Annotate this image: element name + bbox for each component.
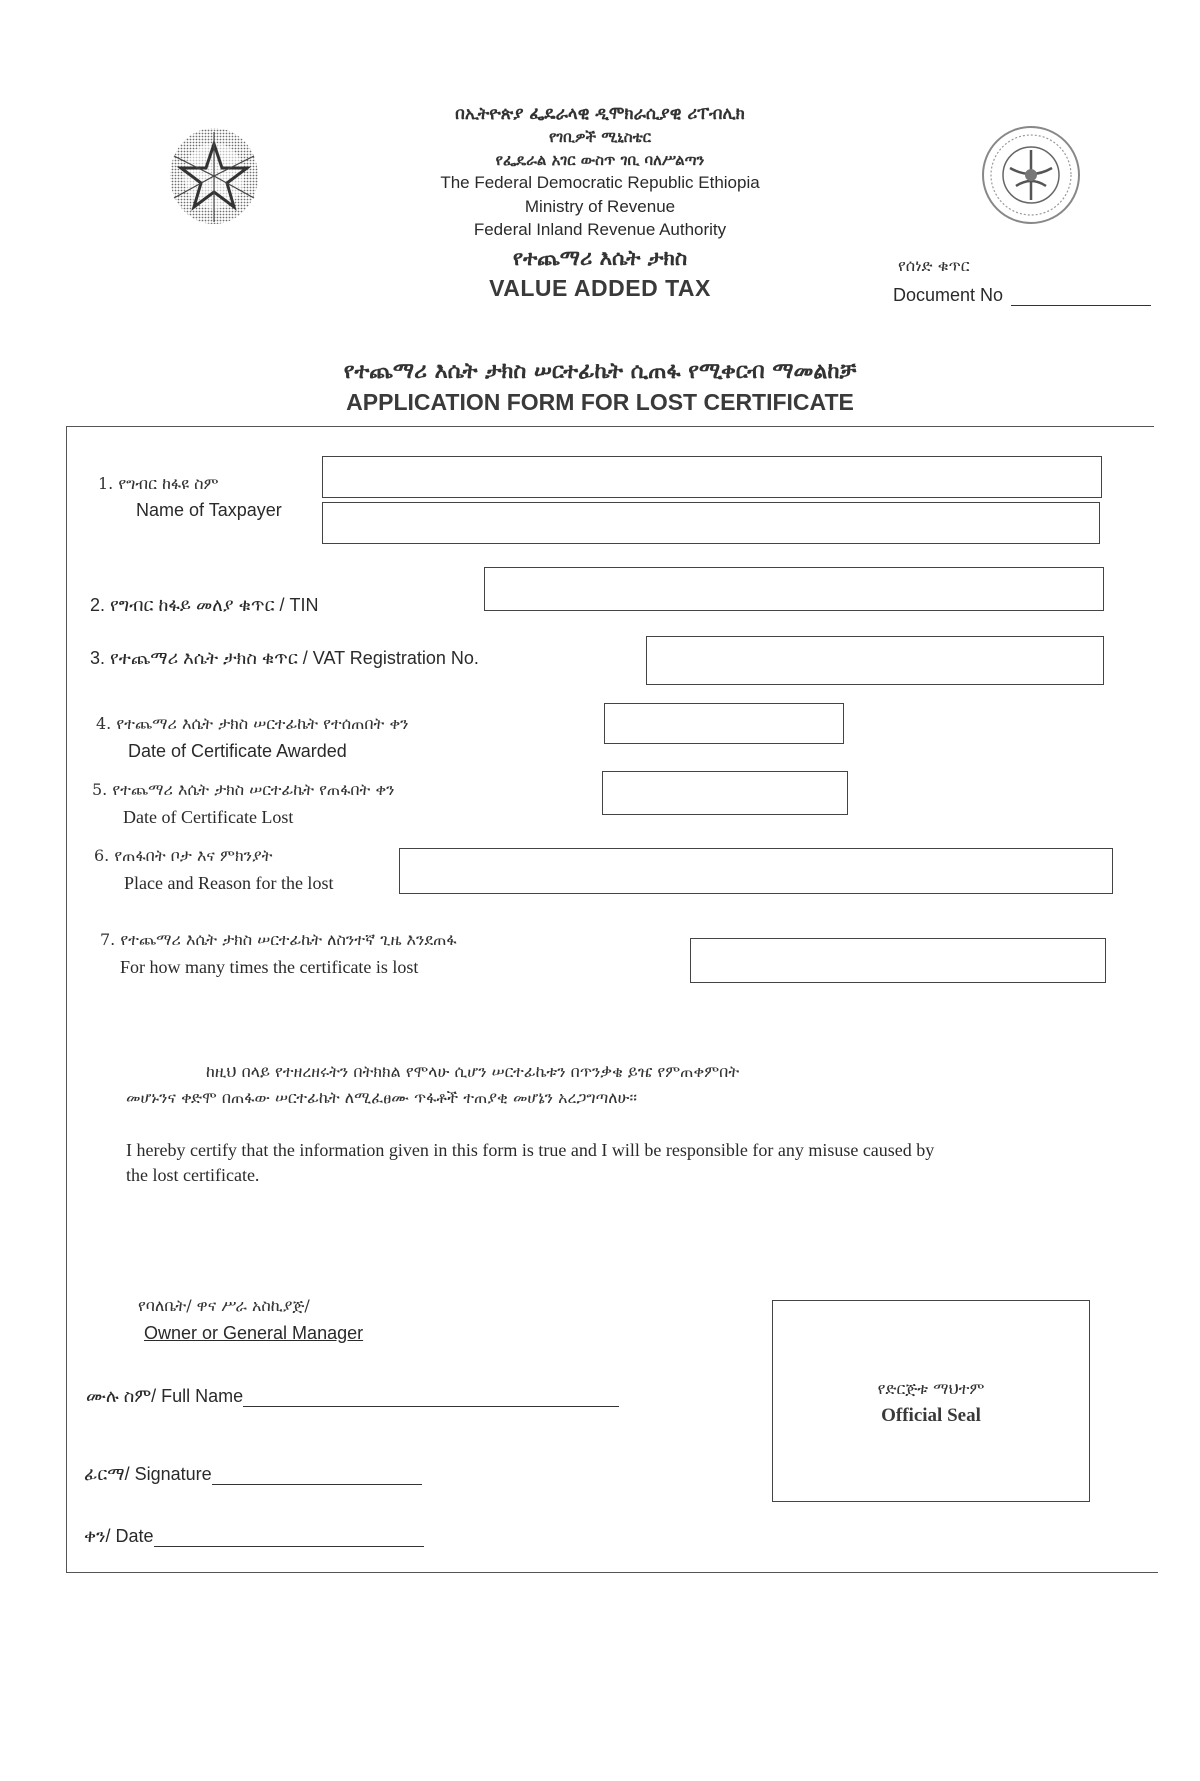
field-5-label: Date of Certificate Lost bbox=[123, 807, 294, 827]
field-4-amharic-label: 4. የተጨማሪ እሴት ታክስ ሠርተፊኬት የተሰጠበት ቀን bbox=[96, 714, 409, 733]
document-no-field[interactable] bbox=[1011, 285, 1151, 306]
field-6-amharic-label: 6. የጠፋበት ቦታ እና ምክንያት bbox=[94, 846, 273, 865]
declaration-amharic-line1: ከዚህ በላይ የተዘረዘሩትን በትክክል የሞላሁ ሲሆን ሠርተፊኬቱን በጥንቃቄ ይዤ የምጠቀምበት bbox=[206, 1062, 740, 1081]
times-lost-input[interactable] bbox=[690, 938, 1106, 983]
document-no-label: Document No bbox=[893, 285, 1004, 305]
official-seal-label: Official Seal bbox=[881, 1405, 981, 1426]
date-lost-input[interactable] bbox=[602, 771, 848, 815]
form-frame-bottom bbox=[66, 1572, 1158, 1573]
declaration-line1: I hereby certify that the information given in this form is true and I will be responsible for any misuse caused by bbox=[126, 1140, 935, 1160]
taxpayer-name-input-line2[interactable] bbox=[322, 502, 1100, 544]
field-1-number: 1. bbox=[98, 474, 114, 493]
form-title-amharic: የተጨማሪ እሴት ታክስ ሠርተፊኬት ሲጠፋ የሚቀርብ ማመልከቻ bbox=[343, 358, 857, 384]
tin-input[interactable] bbox=[484, 567, 1104, 611]
date-awarded-input[interactable] bbox=[604, 703, 844, 744]
field-1-amharic-label: የግብር ከፋዩ ስም bbox=[118, 474, 219, 493]
declaration-line2: the lost certificate. bbox=[126, 1165, 260, 1185]
document-no-amharic-label: የሰነድ ቁጥር bbox=[898, 256, 970, 275]
header-vat-amharic: የተጨማሪ እሴት ታክስ bbox=[512, 245, 688, 270]
signature-field[interactable] bbox=[212, 1462, 422, 1485]
official-seal-amharic: የድርጅቱ ማህተም bbox=[877, 1379, 985, 1398]
vat-registration-input[interactable] bbox=[646, 636, 1104, 685]
full-name-label: ሙሉ ስም/ Full Name bbox=[86, 1386, 244, 1406]
header-amharic-line2: የገቢዎች ሚኒስቴር bbox=[548, 128, 652, 146]
header-ministry: Ministry of Revenue bbox=[524, 197, 676, 216]
header-authority: Federal Inland Revenue Authority bbox=[473, 220, 727, 239]
field-7-label: For how many times the certificate is lost bbox=[120, 957, 419, 977]
header-country: The Federal Democratic Republic Ethiopia bbox=[440, 173, 760, 192]
field-1-label: Name of Taxpayer bbox=[136, 500, 282, 520]
field-5-amharic-label: 5. የተጨማሪ እሴት ታክስ ሠርተፊኬት የጠፋበት ቀን bbox=[92, 780, 395, 799]
form-frame-top bbox=[66, 426, 1154, 427]
field-6-label: Place and Reason for the lost bbox=[124, 873, 334, 893]
official-seal-box[interactable] bbox=[772, 1300, 1090, 1502]
form-frame-left bbox=[66, 426, 67, 1572]
form-title: APPLICATION FORM FOR LOST CERTIFICATE bbox=[346, 389, 854, 415]
signatory-role: Owner or General Manager bbox=[144, 1323, 364, 1343]
full-name-field[interactable] bbox=[243, 1384, 619, 1407]
declaration-amharic-line2: መሆኑንና ቀድሞ በጠፋው ሠርተፊኬት ለሚፈፀሙ ጥፋቶች ተጠያቂ መሆኔን አረጋግጣለሁ፡፡ bbox=[126, 1088, 637, 1107]
header-amharic-line1: በኢትዮጵያ ፌዴራላዊ ዲሞክራሲያዊ ሪፐብሊክ bbox=[455, 104, 745, 124]
place-reason-input[interactable] bbox=[399, 848, 1113, 894]
header-vat-title: VALUE ADDED TAX bbox=[489, 275, 711, 301]
field-7-amharic-label: 7. የተጨማሪ እሴት ታክስ ሠርተፊኬት ለስንተኛ ጊዜ እንደጠፋ bbox=[100, 930, 457, 949]
date-label: ቀን/ Date bbox=[84, 1526, 154, 1546]
date-field[interactable] bbox=[154, 1524, 424, 1547]
header-amharic-line3: የፌዴራል አገር ውስጥ ገቢ ባለሥልጣን bbox=[495, 151, 705, 169]
field-4-label: Date of Certificate Awarded bbox=[128, 741, 347, 761]
taxpayer-name-input[interactable] bbox=[322, 456, 1102, 498]
field-3-label: 3. የተጨማሪ እሴት ታክስ ቁጥር / VAT Registration No. bbox=[90, 648, 479, 668]
revenue-authority-seal-icon bbox=[980, 124, 1082, 226]
signature-label: ፊርማ/ Signature bbox=[84, 1464, 212, 1484]
signatory-amharic-role: የባለቤት/ ዋና ሥራ አስኪያጅ/ bbox=[138, 1296, 310, 1315]
field-2-label: 2. የግብር ከፋይ መለያ ቁጥር / TIN bbox=[90, 595, 319, 615]
